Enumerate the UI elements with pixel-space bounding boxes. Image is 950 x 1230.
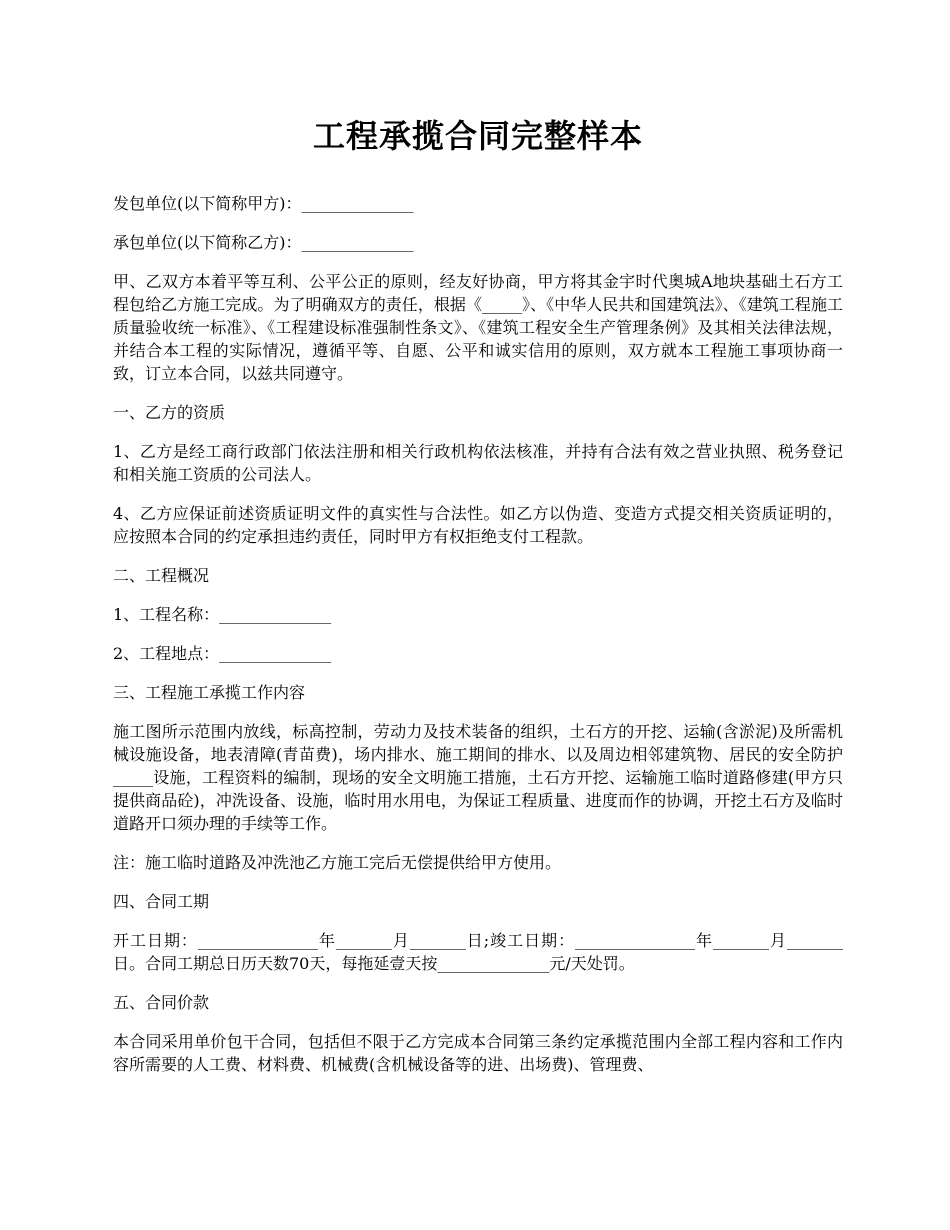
- section-heading-overview: 二、工程概况: [113, 566, 210, 585]
- clause-qualification-1: 1、乙方是经工商行政部门依法注册和相关行政机构依法核准，并持有合法有效之营业执照、税务登记和相关施工资质的公司法人。: [113, 442, 843, 484]
- price-paragraph: 本合同采用单价包干合同，包括但不限于乙方完成本合同第三条约定承揽范围内全部工程内容和工作内容所需要的人工费、材料费、机械费(含机械设备等的进、出场费)、管理费、: [113, 1032, 843, 1074]
- duration-paragraph: 开工日期：_______________年_______月_______日;竣工日期：_______________年_______月_______日。合同工期总日历天数70天，每拖延壹天按______________元/天处罚。: [113, 931, 843, 973]
- preamble-paragraph: 甲、乙双方本着平等互利、公平公正的原则，经友好协商，甲方将其金宇时代奥城A地块基础土石方工程包给乙方施工完成。为了明确双方的责任，根据《_____》、《中华人民共和国建筑法》、《建筑工程施工质量验收统一标准》、《工程建设标准强制性条文》、《建筑工程安全生产管理条例》及其相关法律法规，并结合本工程的实际情况，遵循平等、自愿、公平和诚实信用的原则，双方就本工程施工事项协商一致，订立本合同，以兹共同遵守。: [113, 272, 843, 383]
- section-heading-duration: 四、合同工期: [113, 892, 210, 911]
- section-heading-price: 五、合同价款: [113, 993, 210, 1012]
- party-b-line: 承包单位(以下简称乙方)：______________: [113, 233, 414, 252]
- clause-qualification-4: 4、乙方应保证前述资质证明文件的真实性与合法性。如乙方以伪造、变造方式提交相关资质证明的，应按照本合同的约定承担违约责任，同时甲方有权拒绝支付工程款。: [113, 504, 843, 546]
- document-page: [113, 110, 843, 1092]
- scope-paragraph: 施工图所示范围内放线，标高控制，劳动力及技术装备的组织，土石方的开挖、运输(含淤泥)及所需机械设施设备，地表清障(青苗费)，场内排水、施工期间的排水、以及周边相邻建筑物、居民的安全防护_____设施，工程资料的编制，现场的安全文明施工措施，土石方开挖、运输施工临时道路修建(甲方只提供商品砼)，冲洗设备、设施，临时用水用电，为保证工程质量、进度而作的协调，开挖土石方及临时道路开口须办理的手续等工作。: [113, 722, 843, 833]
- section-heading-qualification: 一、乙方的资质: [113, 403, 226, 422]
- section-heading-scope: 三、工程施工承揽工作内容: [113, 683, 306, 702]
- scope-note: 注：施工临时道路及冲洗池乙方施工完后无偿提供给甲方使用。: [113, 853, 562, 872]
- document-title: 工程承揽合同完整样本: [312, 117, 643, 155]
- clause-project-name: 1、工程名称：______________: [113, 605, 332, 624]
- clause-project-location: 2、工程地点：______________: [113, 644, 332, 663]
- party-a-line: 发包单位(以下简称甲方)：______________: [113, 194, 414, 213]
